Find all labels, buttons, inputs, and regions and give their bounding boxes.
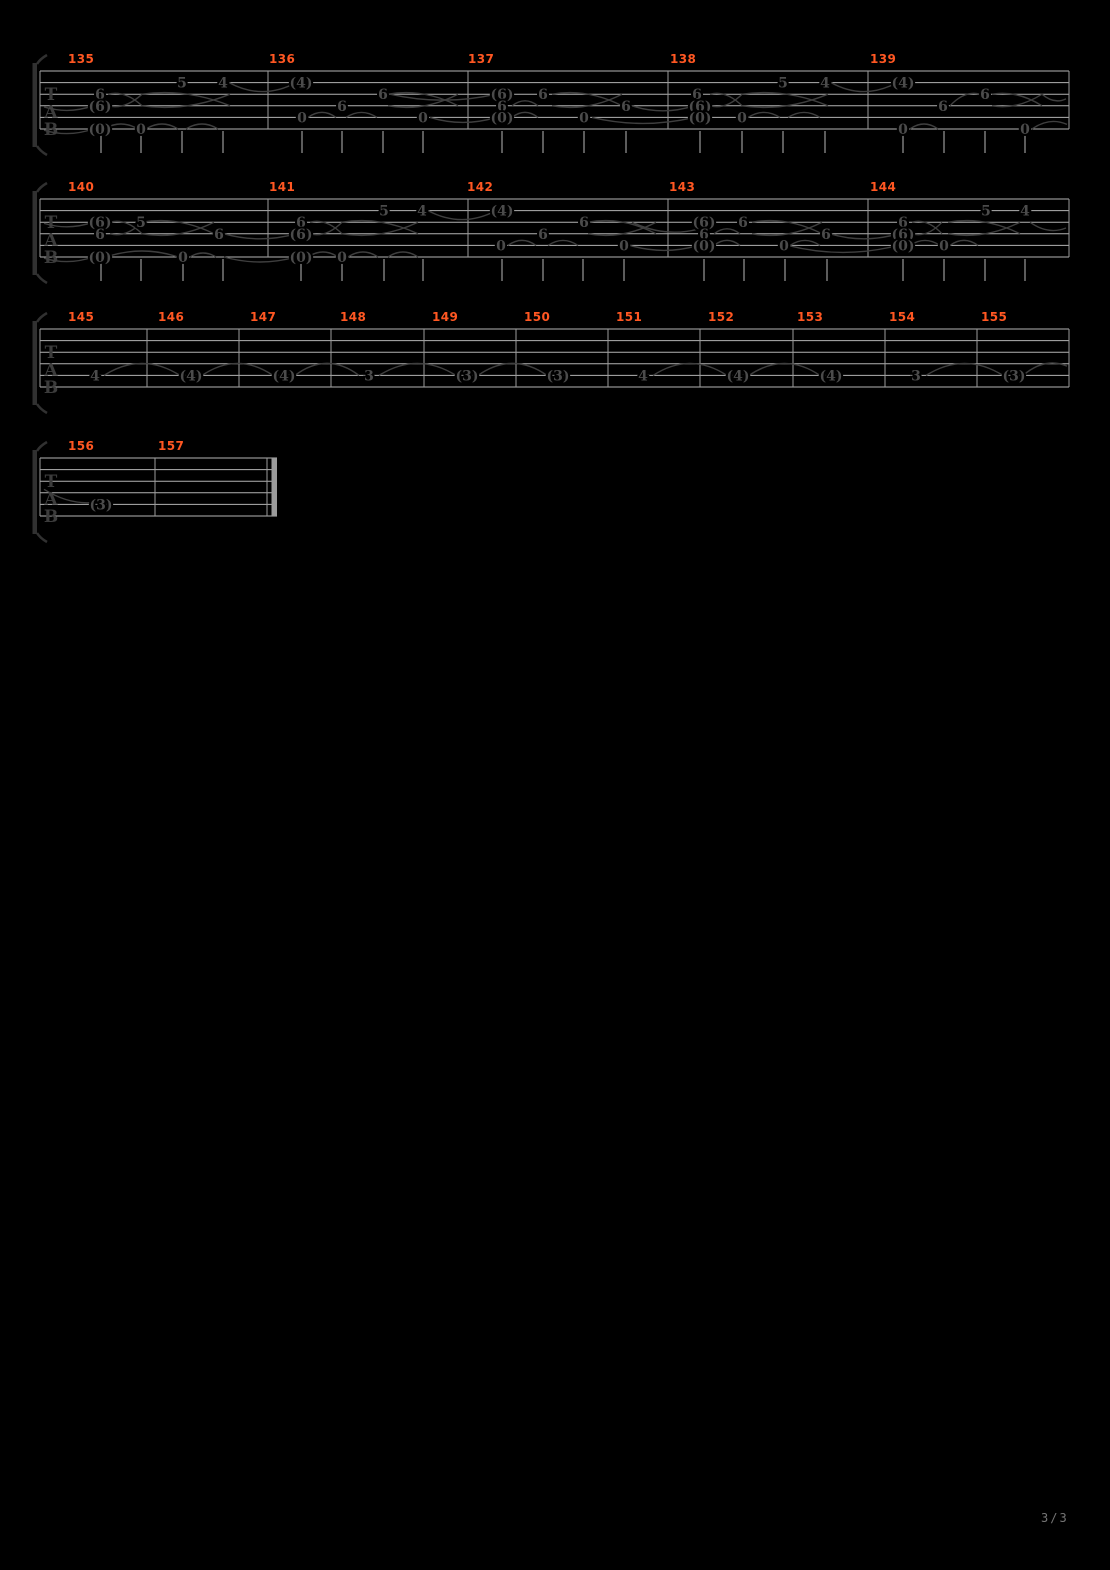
tab-note[interactable]: (6) — [490, 87, 514, 104]
slur-arc — [478, 363, 547, 375]
tab-note[interactable]: (4) — [819, 368, 843, 385]
system-bracket-hook-top — [37, 183, 47, 192]
measure-number: 149 — [432, 310, 459, 324]
slur-arc — [146, 124, 178, 129]
system-bracket — [33, 191, 38, 275]
slur-arc — [630, 245, 698, 250]
tab-system-4[interactable] — [33, 439, 278, 542]
measure-number: 135 — [68, 52, 95, 66]
slur-arc — [910, 240, 940, 245]
tab-note[interactable]: 0 — [1020, 122, 1030, 138]
slur-arc — [992, 93, 1042, 105]
tab-note[interactable]: 4 — [90, 368, 100, 385]
measure-number: 148 — [340, 310, 367, 324]
tab-note[interactable]: 5 — [778, 75, 788, 92]
tab-note[interactable]: 4 — [1020, 203, 1030, 220]
slur-arc — [714, 240, 740, 245]
tab-note[interactable]: 6 — [699, 226, 709, 243]
system-bracket-hook-top — [37, 55, 47, 64]
slur-arc — [295, 363, 359, 375]
page-indicator: 3/3 — [1041, 1511, 1069, 1525]
slur-arc — [1023, 363, 1067, 375]
slur-arc — [224, 234, 296, 239]
slur-arc — [790, 240, 820, 245]
tab-note[interactable]: 0 — [737, 110, 747, 127]
tab-note[interactable]: 6 — [821, 226, 831, 243]
tab-note[interactable]: 3 — [911, 368, 921, 385]
tab-note[interactable]: 0 — [579, 110, 589, 127]
measure-number: 138 — [670, 52, 697, 66]
tab-note[interactable]: (3) — [89, 497, 113, 514]
system-bracket-hook-bottom — [37, 274, 47, 283]
slur-arc — [710, 94, 742, 106]
measure-number: 146 — [158, 310, 185, 324]
tab-note[interactable]: (6) — [88, 98, 112, 115]
tab-note[interactable]: (0) — [490, 110, 514, 127]
tab-clef-letter: A — [44, 489, 58, 510]
tab-note[interactable]: 4 — [638, 368, 648, 385]
tab-note[interactable]: 6 — [378, 87, 388, 104]
system-bracket-hook-bottom — [37, 404, 47, 413]
tab-note[interactable]: 6 — [337, 98, 347, 115]
slur-arc — [106, 251, 178, 257]
tab-clef-letter: T — [44, 472, 58, 492]
system-bracket — [33, 450, 38, 534]
measure-number: 142 — [467, 180, 494, 194]
slur-arc — [229, 83, 296, 92]
slur-arc — [310, 222, 342, 234]
measure-number: 152 — [708, 310, 735, 324]
measure-number: 141 — [269, 180, 296, 194]
tab-note[interactable]: 3 — [364, 368, 374, 385]
tab-clef-letter: T — [44, 343, 58, 363]
measure-number: 140 — [68, 180, 95, 194]
tab-note[interactable]: 6 — [95, 226, 105, 243]
tab-note[interactable]: 5 — [136, 215, 146, 232]
tab-note[interactable]: (6) — [688, 98, 712, 115]
tab-note[interactable]: (4) — [891, 75, 915, 92]
measure-number: 137 — [468, 52, 495, 66]
slur-arc — [912, 222, 942, 234]
slur-arc — [190, 253, 216, 257]
slur-arc — [788, 112, 820, 117]
tab-note[interactable]: 0 — [418, 110, 428, 127]
tab-note[interactable]: 6 — [938, 98, 948, 115]
tab-note[interactable]: (6) — [692, 215, 716, 232]
tab-note[interactable]: 6 — [621, 98, 631, 115]
tab-note[interactable]: (6) — [289, 226, 313, 243]
slur-arc — [108, 93, 142, 105]
slur-arc — [714, 229, 740, 234]
tab-note[interactable]: 0 — [337, 250, 347, 266]
slur-arc — [632, 106, 694, 111]
tab-note[interactable]: 6 — [538, 87, 548, 104]
tab-clef-letter: B — [43, 248, 59, 268]
tab-note[interactable]: 0 — [297, 110, 307, 127]
slur-arc — [428, 211, 496, 220]
tab-note[interactable]: 6 — [898, 215, 908, 232]
tab-note[interactable]: 0 — [136, 122, 146, 138]
tab-note[interactable]: (3) — [546, 368, 570, 385]
slur-arc — [749, 363, 820, 375]
slur-arc — [308, 112, 336, 117]
tab-note[interactable]: 6 — [497, 98, 507, 115]
tab-note[interactable]: (6) — [88, 215, 112, 232]
tab-clef-letter: A — [44, 102, 58, 123]
measure-number: 143 — [669, 180, 696, 194]
slur-arc — [1030, 222, 1066, 230]
slur-arc — [104, 363, 180, 375]
slur-arc — [710, 93, 742, 105]
tab-system-2[interactable] — [33, 180, 1070, 283]
slur-arc — [508, 240, 536, 245]
tab-note[interactable]: 6 — [738, 215, 748, 232]
system-bracket — [33, 63, 38, 147]
tab-note[interactable]: (4) — [272, 368, 296, 385]
slur-arc — [1042, 94, 1066, 101]
tab-note[interactable]: (4) — [179, 368, 203, 385]
slur-arc — [926, 363, 1003, 375]
measure-number: 150 — [524, 310, 551, 324]
tab-system-3[interactable] — [33, 310, 1070, 413]
tab-note[interactable]: 0 — [779, 238, 789, 255]
slur-arc — [748, 112, 780, 117]
slur-arc — [202, 363, 273, 375]
tab-note[interactable]: (0) — [692, 238, 716, 255]
measure-number: 139 — [870, 52, 897, 66]
tab-note[interactable]: 5 — [379, 203, 389, 220]
tab-note[interactable]: (0) — [289, 250, 313, 266]
slur-arc — [186, 124, 218, 129]
slur-arc — [1032, 121, 1067, 129]
slur-arc — [653, 363, 727, 375]
tab-clef-letter: B — [43, 120, 59, 140]
measure-number: 155 — [981, 310, 1008, 324]
measure-number: 147 — [250, 310, 277, 324]
tab-note[interactable]: 6 — [579, 215, 589, 232]
system-bracket-hook-top — [37, 313, 47, 322]
tab-note[interactable]: (3) — [455, 368, 479, 385]
tab-clef-letter: T — [44, 85, 58, 105]
measure-number: 156 — [68, 439, 95, 453]
slur-arc — [308, 252, 338, 257]
slur-arc — [224, 257, 296, 262]
slur-arc — [950, 240, 978, 245]
slur-arc — [379, 363, 456, 375]
measure-number: 144 — [870, 180, 897, 194]
tab-note[interactable]: 6 — [296, 215, 306, 232]
slur-arc — [310, 221, 342, 233]
tab-note[interactable]: 0 — [496, 238, 506, 255]
system-bracket-hook-top — [37, 442, 47, 451]
measure-number: 154 — [889, 310, 916, 324]
tab-note[interactable]: (0) — [88, 250, 112, 266]
slur-arc — [910, 124, 938, 129]
system-bracket-hook-bottom — [37, 146, 47, 155]
system-bracket — [33, 321, 38, 405]
tab-note[interactable]: 6 — [980, 87, 990, 104]
slur-arc — [912, 221, 942, 233]
measure-number: 145 — [68, 310, 95, 324]
tab-note[interactable]: 4 — [417, 203, 427, 220]
system-bracket-hook-bottom — [37, 533, 47, 542]
tab-note[interactable]: 6 — [692, 87, 702, 104]
slur-arc — [430, 117, 496, 122]
slur-arc — [831, 83, 897, 92]
slur-arc — [512, 101, 538, 106]
tab-note[interactable]: (4) — [726, 368, 750, 385]
tab-note[interactable]: 0 — [939, 238, 949, 255]
slur-arc — [992, 94, 1042, 106]
tab-note[interactable]: (0) — [688, 110, 712, 127]
tab-note[interactable]: (6) — [891, 226, 915, 243]
tab-note[interactable]: 5 — [177, 75, 187, 92]
slur-arc — [788, 245, 898, 252]
measure-number: 151 — [616, 310, 643, 324]
tab-note[interactable]: 0 — [898, 122, 908, 138]
slur-arc — [512, 112, 538, 117]
measure-number: 153 — [797, 310, 824, 324]
tab-note[interactable]: 6 — [538, 226, 548, 243]
tab-clef-letter: A — [44, 230, 58, 251]
tab-note[interactable]: (3) — [1002, 368, 1026, 385]
tab-system-1[interactable] — [33, 52, 1070, 155]
tab-note[interactable]: 4 — [218, 75, 228, 92]
tab-note[interactable]: 6 — [214, 226, 224, 243]
slur-arc — [348, 252, 378, 257]
tab-note[interactable]: (0) — [891, 238, 915, 255]
measure-number: 136 — [269, 52, 296, 66]
tab-note[interactable]: (0) — [88, 122, 112, 138]
tab-note[interactable]: 4 — [820, 75, 830, 92]
slur-arc — [108, 94, 142, 106]
final-barline — [272, 458, 278, 516]
tab-note[interactable]: (4) — [490, 203, 514, 220]
tab-note[interactable]: 6 — [95, 87, 105, 104]
measure-number: 157 — [158, 439, 185, 453]
tab-note[interactable]: 0 — [178, 250, 188, 266]
tab-note[interactable]: 0 — [619, 238, 629, 255]
slur-arc — [548, 240, 578, 245]
tab-note[interactable]: 5 — [981, 203, 991, 220]
slur-arc — [388, 252, 418, 257]
slur-arc — [830, 234, 898, 239]
slur-arc — [592, 117, 694, 123]
slur-arc — [346, 112, 377, 117]
tab-clef-letter: B — [43, 507, 59, 527]
slur-arc — [950, 93, 980, 105]
tab-clef-letter: A — [44, 360, 58, 381]
tab-clef-letter: B — [43, 378, 59, 398]
tab-clef-letter: T — [44, 213, 58, 233]
tab-note[interactable]: (4) — [289, 75, 313, 92]
